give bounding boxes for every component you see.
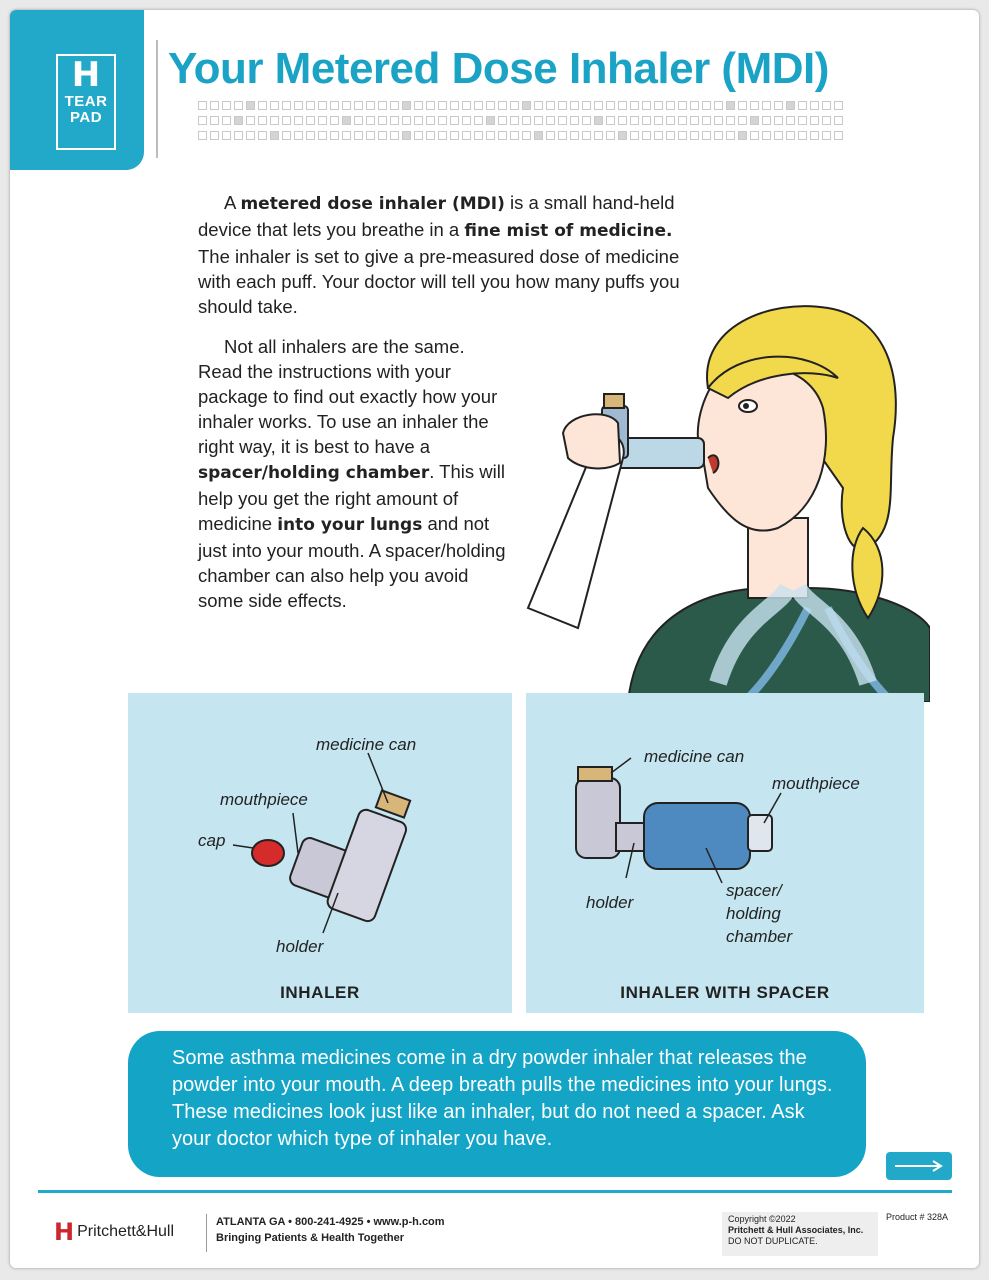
- decorative-square: [786, 131, 795, 140]
- text-run: The inhaler is set to give a pre-measured dose of medicine with each puff. Your doctor will tell you how many puffs you should take.: [198, 246, 680, 317]
- decorative-square: [390, 131, 399, 140]
- decorative-square: [774, 116, 783, 125]
- decorative-square: [678, 101, 687, 110]
- decorative-square: [210, 116, 219, 125]
- label-medicine-can: medicine can: [644, 747, 745, 766]
- text-run: . This will help you get the right amount of medicine: [198, 461, 505, 534]
- decorative-square: [378, 131, 387, 140]
- callout-text: Some asthma medicines come in a dry powder inhaler that releases the powder into your mouth. A deep breath pulls the medicines into your lungs. These medicines look just like an inhaler, but do not need a spacer. Ask your doctor which type of inhaler you have.: [172, 1047, 833, 1150]
- tear-pad-logo-mark-icon: H: [71, 55, 101, 95]
- decorative-square: [834, 116, 843, 125]
- decorative-square: [558, 131, 567, 140]
- decorative-square: [510, 116, 519, 125]
- decorative-square: [426, 131, 435, 140]
- text-run: is a small hand-held device that lets you breathe in a: [198, 192, 675, 240]
- decorative-square: [726, 101, 735, 110]
- decorative-square: [522, 116, 531, 125]
- decorative-square: [582, 131, 591, 140]
- decorative-square: [294, 131, 303, 140]
- decorative-square: [342, 101, 351, 110]
- text-run: A: [224, 192, 241, 213]
- footer: [10, 1208, 979, 1258]
- decorative-square: [810, 116, 819, 125]
- decorative-square: [786, 116, 795, 125]
- decorative-square: [546, 116, 555, 125]
- decorative-square: [366, 116, 375, 125]
- decorative-square: [378, 101, 387, 110]
- arrow-right-icon: [893, 1159, 945, 1173]
- footer-rule: [38, 1190, 952, 1193]
- decorative-square: [786, 101, 795, 110]
- decorative-square: [270, 116, 279, 125]
- decorative-square: [522, 101, 531, 110]
- intro-paragraph-2: [198, 334, 508, 613]
- square-row: [198, 116, 863, 125]
- decorative-square: [798, 131, 807, 140]
- decorative-square: [486, 116, 495, 125]
- decorative-square: [306, 131, 315, 140]
- decorative-square: [618, 101, 627, 110]
- decorative-square: [402, 131, 411, 140]
- decorative-square: [330, 116, 339, 125]
- decorative-square: [666, 116, 675, 125]
- decorative-square: [438, 116, 447, 125]
- decorative-square: [654, 101, 663, 110]
- decorative-square: [198, 131, 207, 140]
- decorative-square: [606, 116, 615, 125]
- decorative-square: [570, 101, 579, 110]
- emphasis-text: metered dose inhaler (MDI): [240, 194, 505, 214]
- decorative-square: [570, 131, 579, 140]
- decorative-square: [438, 101, 447, 110]
- decorative-square: [738, 116, 747, 125]
- ph-mark-icon: H: [54, 1218, 75, 1246]
- decorative-square: [822, 101, 831, 110]
- decorative-square: [750, 131, 759, 140]
- decorative-square: [318, 116, 327, 125]
- decorative-square: [798, 101, 807, 110]
- decorative-square: [774, 101, 783, 110]
- decorative-square: [414, 101, 423, 110]
- decorative-square: [474, 116, 483, 125]
- label-spacer-line2: holding: [726, 904, 781, 923]
- company-text: Pritchett & Hull Associates, Inc.: [728, 1225, 864, 1235]
- decorative-square: [630, 116, 639, 125]
- tear-pad-logo: [56, 54, 116, 150]
- decorative-square: [690, 131, 699, 140]
- emphasis-text: into your lungs: [277, 515, 423, 535]
- decorative-square: [402, 101, 411, 110]
- header-tab: [10, 10, 144, 170]
- decorative-square: [714, 101, 723, 110]
- decorative-square: [654, 131, 663, 140]
- decorative-square: [702, 131, 711, 140]
- decorative-square: [210, 101, 219, 110]
- header-divider: [156, 40, 158, 158]
- decorative-square: [354, 101, 363, 110]
- decorative-square: [666, 101, 675, 110]
- decorative-square: [450, 101, 459, 110]
- decorative-square: [462, 131, 471, 140]
- decorative-square: [402, 116, 411, 125]
- decorative-square: [426, 116, 435, 125]
- label-mouthpiece: mouthpiece: [772, 774, 860, 793]
- decorative-square: [822, 131, 831, 140]
- label-holder: holder: [276, 937, 324, 956]
- decorative-square: [678, 131, 687, 140]
- decorative-square: [486, 131, 495, 140]
- next-page-button[interactable]: [886, 1152, 952, 1180]
- decorative-square: [270, 131, 279, 140]
- decorative-square: [654, 116, 663, 125]
- copyright-box: [722, 1212, 878, 1256]
- dry-powder-callout: [128, 1031, 866, 1177]
- decorative-square: [762, 131, 771, 140]
- decorative-square: [222, 101, 231, 110]
- label-holder: holder: [586, 893, 634, 912]
- decorative-square: [810, 131, 819, 140]
- decorative-square: [834, 101, 843, 110]
- decorative-square: [366, 101, 375, 110]
- decorative-square: [450, 131, 459, 140]
- text-run: and not just into your mouth. A spacer/holding chamber can also help you avoid some side effects.: [198, 513, 506, 611]
- emphasis-text: fine mist of medicine.: [464, 221, 673, 241]
- decorative-square: [822, 116, 831, 125]
- decorative-square: [234, 131, 243, 140]
- decorative-square: [282, 116, 291, 125]
- decorative-square: [474, 101, 483, 110]
- decorative-square: [498, 131, 507, 140]
- product-number: Product # 328A: [886, 1212, 949, 1222]
- decorative-square: [606, 101, 615, 110]
- decorative-square: [474, 131, 483, 140]
- decorative-square: [510, 101, 519, 110]
- decorative-square: [282, 131, 291, 140]
- decorative-square: [678, 116, 687, 125]
- tear-pad-page: [10, 10, 979, 1268]
- label-mouthpiece: mouthpiece: [220, 790, 308, 809]
- decorative-square: [426, 101, 435, 110]
- decorative-square: [342, 116, 351, 125]
- decorative-square: [738, 131, 747, 140]
- decorative-square: [582, 101, 591, 110]
- decorative-square: [690, 101, 699, 110]
- decorative-square: [582, 116, 591, 125]
- decorative-square: [726, 131, 735, 140]
- inhaler-with-spacer-illustration: [526, 693, 924, 1013]
- label-spacer-line1: spacer/: [726, 881, 782, 900]
- decorative-square: [594, 101, 603, 110]
- decorative-square: [246, 101, 255, 110]
- decorative-square: [546, 101, 555, 110]
- decorative-square: [750, 101, 759, 110]
- logo-line1: TEAR: [64, 93, 108, 110]
- inhaler-with-spacer-panel: [526, 693, 924, 1013]
- decorative-square: [198, 101, 207, 110]
- decorative-square: [618, 131, 627, 140]
- decorative-square: [330, 131, 339, 140]
- decorative-square: [642, 116, 651, 125]
- decorative-square: [534, 116, 543, 125]
- footer-contact: [216, 1214, 445, 1246]
- inhaler-panel: [128, 693, 512, 1013]
- inhaler-caption: INHALER: [280, 983, 360, 1002]
- decorative-square: [246, 116, 255, 125]
- label-spacer-line3: chamber: [726, 927, 793, 946]
- square-row: [198, 101, 863, 110]
- decorative-square: [642, 101, 651, 110]
- decorative-square: [510, 131, 519, 140]
- decorative-square: [390, 101, 399, 110]
- inhaler-with-spacer-caption: INHALER WITH SPACER: [620, 983, 830, 1002]
- decorative-square: [390, 116, 399, 125]
- footer-divider: [206, 1214, 207, 1252]
- decorative-square: [294, 101, 303, 110]
- decorative-square: [414, 131, 423, 140]
- decorative-square: [450, 116, 459, 125]
- decorative-square: [798, 116, 807, 125]
- decorative-square: [306, 116, 315, 125]
- decorative-square: [810, 101, 819, 110]
- decorative-square: [246, 131, 255, 140]
- decorative-square: [222, 116, 231, 125]
- decorative-square: [498, 116, 507, 125]
- decorative-square: [702, 116, 711, 125]
- decorative-square: [198, 116, 207, 125]
- decorative-square: [222, 131, 231, 140]
- text-run: Not all inhalers are the same. Read the instructions with your package to find out exactly how your inhaler works. To use an inhaler the right way, it is best to have a: [198, 336, 498, 457]
- decorative-square: [438, 131, 447, 140]
- decorative-square: [762, 101, 771, 110]
- decorative-square: [522, 131, 531, 140]
- logo-line2: PAD: [69, 109, 103, 126]
- decorative-square: [234, 101, 243, 110]
- decorative-square: [282, 101, 291, 110]
- decorative-square: [666, 131, 675, 140]
- decorative-square: [270, 101, 279, 110]
- decorative-square: [354, 116, 363, 125]
- decorative-square: [330, 101, 339, 110]
- label-medicine-can: medicine can: [316, 735, 417, 754]
- brand-name: Pritchett&Hull: [77, 1223, 175, 1240]
- decorative-square: [342, 131, 351, 140]
- decorative-square: [606, 131, 615, 140]
- decorative-square: [762, 116, 771, 125]
- decorative-square: [414, 116, 423, 125]
- decorative-square: [210, 131, 219, 140]
- person-using-inhaler-illustration: [508, 288, 930, 702]
- decorative-square: [498, 101, 507, 110]
- decorative-square: [714, 116, 723, 125]
- copyright-text: Copyright ©2022: [728, 1214, 796, 1224]
- decorative-square: [738, 101, 747, 110]
- decorative-square: [318, 101, 327, 110]
- decorative-squares: [198, 101, 863, 146]
- decorative-square: [546, 131, 555, 140]
- decorative-square: [534, 101, 543, 110]
- decorative-square: [594, 131, 603, 140]
- decorative-square: [642, 131, 651, 140]
- decorative-square: [834, 131, 843, 140]
- decorative-square: [258, 116, 267, 125]
- decorative-square: [690, 116, 699, 125]
- decorative-square: [378, 116, 387, 125]
- decorative-square: [462, 116, 471, 125]
- notice-text: DO NOT DUPLICATE.: [728, 1236, 818, 1246]
- decorative-square: [462, 101, 471, 110]
- decorative-square: [630, 101, 639, 110]
- decorative-square: [306, 101, 315, 110]
- decorative-square: [234, 116, 243, 125]
- decorative-square: [558, 116, 567, 125]
- decorative-square: [258, 131, 267, 140]
- page-title: Your Metered Dose Inhaler (MDI): [168, 44, 829, 93]
- decorative-square: [486, 101, 495, 110]
- decorative-square: [702, 101, 711, 110]
- decorative-square: [594, 116, 603, 125]
- decorative-square: [774, 131, 783, 140]
- decorative-square: [294, 116, 303, 125]
- decorative-square: [534, 131, 543, 140]
- pritchett-hull-logo: [54, 1218, 174, 1246]
- decorative-square: [618, 116, 627, 125]
- decorative-square: [630, 131, 639, 140]
- decorative-square: [750, 116, 759, 125]
- decorative-square: [570, 116, 579, 125]
- decorative-square: [714, 131, 723, 140]
- decorative-square: [318, 131, 327, 140]
- footer-address: ATLANTA GA • 800-241-4925 • www.p-h.com: [216, 1216, 445, 1228]
- decorative-square: [354, 131, 363, 140]
- decorative-square: [258, 101, 267, 110]
- square-row: [198, 131, 863, 140]
- decorative-square: [366, 131, 375, 140]
- decorative-square: [558, 101, 567, 110]
- decorative-square: [726, 116, 735, 125]
- label-cap: cap: [198, 831, 226, 850]
- emphasis-text: spacer/holding chamber: [198, 463, 430, 483]
- footer-tagline: Bringing Patients & Health Together: [216, 1232, 405, 1244]
